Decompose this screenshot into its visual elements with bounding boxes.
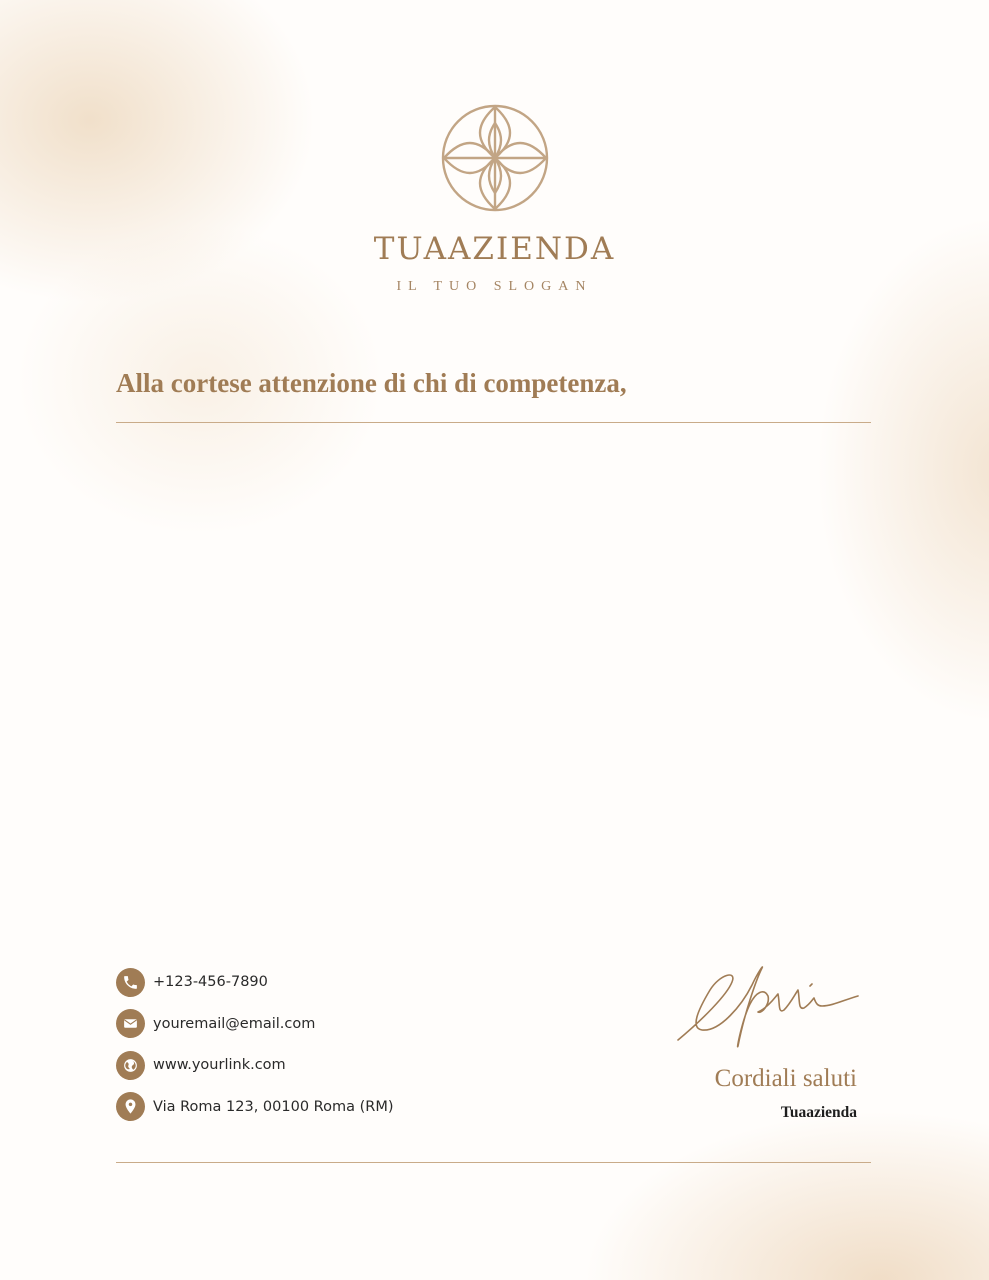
letter-closing: Cordiali saluti	[714, 1065, 857, 1092]
letter-salutation: Alla cortese attenzione di chi di competenza,	[116, 368, 627, 398]
handwritten-signature	[672, 960, 862, 1055]
contact-website	[116, 1050, 393, 1080]
contact-address	[116, 1092, 393, 1122]
email-icon	[116, 1009, 145, 1038]
location-pin-icon	[116, 1092, 145, 1121]
company-name: TUAAZIENDA	[373, 231, 616, 267]
contact-phone	[116, 967, 393, 997]
contact-address-text: Via Roma 123, 00100 Roma (RM)	[153, 1098, 394, 1115]
globe-icon	[116, 1051, 145, 1080]
contact-email	[116, 1009, 393, 1039]
contact-website-text: www.yourlink.com	[153, 1057, 286, 1073]
letter-signer: Tuaazienda	[780, 1104, 857, 1121]
flower-circle-logo	[440, 103, 550, 213]
contact-list	[116, 967, 393, 1133]
contact-phone-text: +123-456-7890	[153, 974, 268, 990]
contact-email-text: youremail@email.com	[153, 1015, 316, 1032]
phone-icon	[116, 968, 145, 997]
header-divider	[116, 422, 871, 423]
company-slogan: IL TUO SLOGAN	[396, 279, 593, 294]
footer-divider	[116, 1162, 871, 1163]
